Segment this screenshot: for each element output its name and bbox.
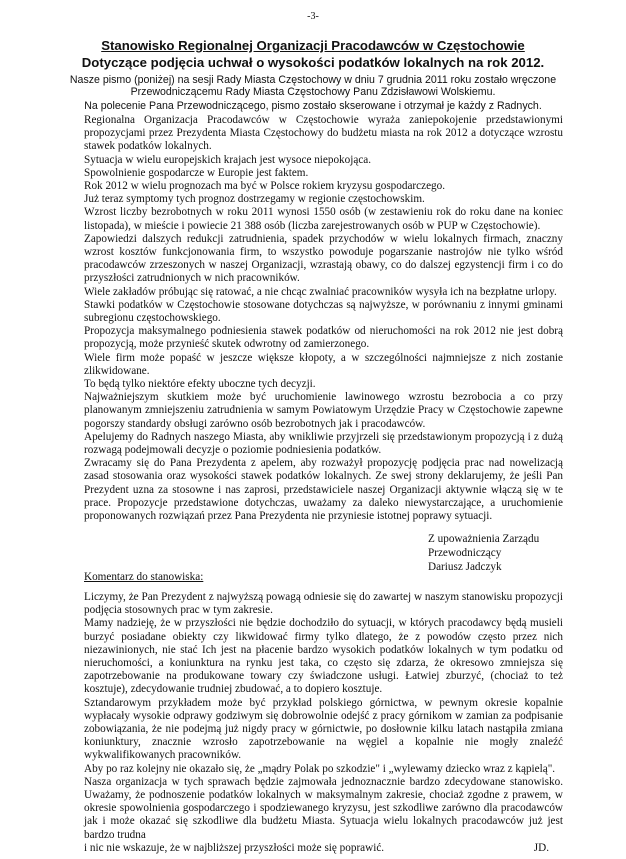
page-number: -3- bbox=[307, 11, 319, 22]
comment-paragraph: Nasza organizacja w tych sprawach będzie zajmowała jednoznacznie bardzo zdecydowane stanowisko. Uważamy, że podnoszenie podatków lokalnych w maksymalnym zakresie, chociaż zgodne z prawem, w okresie spowolnienia gospodarczego i spodziewanego kryzysu, jest szkodliwe zarówno dla pracodawców jak i może okazać się szkodliwe dla budżetu Miasta. Sytuacja wielu lokalnych pracodawców już jest bardzo trudna bbox=[84, 775, 563, 841]
signature-line: Dariusz Jadczyk bbox=[428, 561, 502, 573]
body-paragraph: Zapowiedzi dalszych redukcji zatrudnienia, spadek przychodów w wielu lokalnych firmach, znaczny wzrost kosztów funkcjonowania firm, to wszystko powoduje pogarszanie nastrojów nie tylko wśród pracodawców zrzeszonych w naszej Organizacji, wzrastają obawy, co do dalszej egzystencji firm i co do przyszłości zatrudnionych w nich pracowników. bbox=[84, 232, 563, 285]
body-paragraph: Wiele firm może popaść w jeszcze większe kłopoty, a w szczególności najmniejsze z nich zostanie zlikwidowane. bbox=[84, 351, 563, 377]
intro-paragraph: Na polecenie Pana Przewodniczącego, pismo zostało skserowane i otrzymał je każdy z Radnych. bbox=[84, 99, 542, 112]
body-paragraph: Regionalna Organizacja Pracodawców w Częstochowie wyraża zaniepokojenie przedstawionymi propozycjami przez Prezydenta Miasta Częstochowy do budżetu miasta na rok 2012 a dotyczące wzrostu stawek podatków lokalnych. bbox=[84, 114, 563, 153]
signature-line: Z upoważnienia Zarządu bbox=[428, 533, 540, 545]
comment-title: Komentarz do stanowiska: bbox=[84, 571, 204, 583]
comment-final-line bbox=[84, 842, 563, 855]
body-paragraph: Najważniejszym skutkiem może być uruchomienie lawinowego wzrostu bezrobocia a co przy planowanym zmniejszeniu zatrudnienia w samym Powiatowym Urzędzie Pracy w Częstochowie zapewne pogorszy standardy obsługi zarówno osób bezrobotnych jak i pracodawców. bbox=[84, 391, 563, 430]
body-paragraph: Już teraz symptomy tych prognoz dostrzegamy w regionie częstochowskim. bbox=[84, 193, 425, 206]
comment-last-line: i nic nie wskazuje, że w najbliższej przyszłości może się poprawić. bbox=[84, 841, 385, 854]
signature-line: Przewodniczący bbox=[428, 547, 502, 559]
body-paragraph: Propozycja maksymalnego podniesienia stawek podatków od nieruchomości na rok 2012 nie jest dobrą propozycją, może przynieść skutek odwrotny od zamierzonego. bbox=[84, 325, 563, 351]
body-paragraph: Zwracamy się do Pana Prezydenta z apelem, aby rozważył propozycję podjęcia prac nad nowelizacją zasad stosowania oraz wysokości stawek podatków lokalnych. Ze swej strony deklarujemy, że jeśli Pan Prezydent uzna za stosowne i nas zaprosi, przedstawiciele naszej Organizacji aktywnie włączą się w te prace. Propozycje przedstawione dotychczas, uważamy za daleko niewystarczające, a uruchomienie proponowanych rozwiązań przez Pana Prezydenta nie przyniesie istotnej poprawy sytuacji. bbox=[84, 457, 563, 523]
comment-paragraph: Sztandarowym przykładem może być przykład polskiego górnictwa, w pewnym okresie kopalnie wypłacały wysokie odprawy godziwym się dobrowolnie odejść z pracy górnikom w zamian za podpisanie zobowiązania, że nie podejmą już nigdy pracy w górnictwie, po dosłownie kilku latach nastąpiła zmiana koniunktury, znacznie wzrosło zapotrzebowanie na węgiel a kopalnie nie mogły znaleźć wykwalifikowanych pracowników. bbox=[84, 696, 563, 762]
body-paragraph: Wiele zakładów próbując się ratować, a nie chcąc zwalniać pracowników wysyła ich na bezpłatne urlopy. bbox=[84, 285, 557, 298]
comment-initials: JD. bbox=[533, 841, 549, 854]
intro-block bbox=[55, 74, 571, 112]
statement-body bbox=[84, 114, 563, 523]
comment-body bbox=[84, 591, 563, 855]
heading-subtitle: Dotyczące podjęcia uchwał o wysokości podatków lokalnych na rok 2012. bbox=[81, 55, 545, 70]
comment-paragraph: Mamy nadzieję, że w przyszłości nie będzie dochodziło do sytuacji, w których pracodawcy będą musieli burzyć posiadane obiekty czy likwidować firmy tylko dlatego, że z powodów często przez nich niezawinionych, nie stać Ich jest na płacenie bardzo wysokich podatków lokalnych w tym podatku od nieruchomości, a koniunktura na rynku jest taka, co często się zdarza, że okresowo zmniejsza się zapotrzebowanie na produkowane towary czy świadczone usługi. Łatwiej zburzyć, (chociaż to też kosztuje), zdecydowanie trudniej zbudować, a to dopiero kosztuje. bbox=[84, 617, 563, 696]
body-paragraph: Spowolnienie gospodarcze w Europie jest faktem. bbox=[84, 166, 309, 179]
body-paragraph: Rok 2012 w wielu prognozach ma być w Polsce rokiem kryzysu gospodarczego. bbox=[84, 180, 446, 193]
comment-paragraph: Liczymy, że Pan Prezydent z najwyższą powagą odniesie się do zawartej w naszym stanowisku propozycji podjęcia stosownych prac w tym zakresie. bbox=[84, 591, 563, 617]
body-paragraph: Sytuacja w wielu europejskich krajach jest wysoce niepokojąca. bbox=[84, 153, 372, 166]
intro-paragraph: Nasze pismo (poniżej) na sesji Rady Miasta Częstochowy w dniu 7 grudnia 2011 roku zostało wręczone Przewodniczącemu Rady Miasta Częstochowy Panu Zdzisławowi Wolskiemu. bbox=[69, 74, 557, 99]
body-paragraph: Stawki podatków w Częstochowie stosowane dotychczas są najwyższe, w porównaniu z innymi gminami subregionu częstochowskiego. bbox=[84, 298, 563, 325]
body-paragraph: To będą tylko niektóre efekty uboczne tych decyzji. bbox=[84, 378, 316, 391]
comment-paragraph: Aby po raz kolejny nie okazało się, że „mądry Polak po szkodzie" i „wylewamy dziecko wraz z kąpielą". bbox=[84, 762, 556, 775]
signature-block bbox=[428, 532, 598, 574]
heading-title: Stanowisko Regionalnej Organizacji Pracodawców w Częstochowie bbox=[101, 38, 525, 53]
body-paragraph: Wzrost liczby bezrobotnych w roku 2011 wynosi 1550 osób (w zestawieniu rok do roku dane na koniec listopada), w mieście i powiecie 21 388 osób (liczba zarejestrowanych osób w PUP w Częstochowie). bbox=[84, 206, 563, 232]
body-paragraph: Apelujemy do Radnych naszego Miasta, aby wnikliwie przyjrzeli się przedstawionym propozycją i z dużą rozwagą podejmowali decyzje o poziomie podniesienia podatków. bbox=[84, 430, 563, 457]
